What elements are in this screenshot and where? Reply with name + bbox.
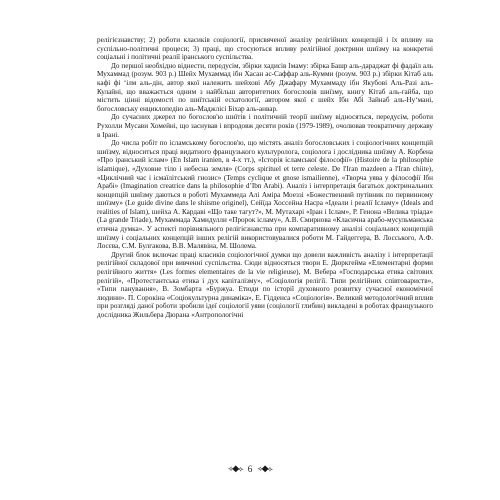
paragraph-2: До першої необхідно віднести, передусім, збірки хадисів Імаму: збірка Башр аль-дараджат фі фадаїл аль Мухаммад (розум. 903 р.) Шейх Мухаммад ібн Хасан ас-Саффар аль-Кумми (розум. 903 р.) збірки Кітаб аль кафі фі ʻілм аль-дін, автор якої належить шейхові Абу Джафару Мухаммаду ібн Якубові Аль-Разі аль-Кулайні, що вважається одним з найбільш авторитетних богословів шиїзму, книгу Кітаб аль-гайба, що містить цінні відомості по шиїтській есхатології, автором якої є шейх Ібн Абі Зайнаб аль-Нуʻмані, богословську енциклопедію аль-Маджлісі Біхар аль-анвар. bbox=[97, 61, 433, 113]
paragraph-5: Другий блок включає праці класиків соціологічної думки що довели важливість аналізу і інтерпретації релігійної складової при вивченні суспільства. Сюди відносяться твори Е. Дюркгейма «Елементарні форми релігійного життя» (Les formes elementaires de la vie religieuse), М. Вебера «Господарська етика світових релігій», «Протестантська етика і дух капіталізму», «Соціологія релігії. Типи релігійних співтовариств», «Типи панування», В. Зомбарта «Буржуа. Етюди по історії духовного розвитку сучасної економічної людини». П. Сорокіна «Соціокультурна динаміка», Е. Гідденса «Соціологія». Великий методологічний вплив при розгляді даної роботи зробили ідеї соціології уяви (соціології глибин) викладені в роботах французького дослідника Жильбера Дюрана «Антропологічні bbox=[97, 250, 433, 319]
page-number: 6 bbox=[247, 464, 253, 474]
paragraph-1: релігієзнавству; 2) роботи класиків соціології, присвяченої аналізу релігійних концепцій і їх впливу на суспільно-політичні процеси; 3) праці, що стосуються впливу релігійної доктрини шиїзму на конкретні соціальні і політичні реалії іранського суспільства. bbox=[97, 36, 433, 62]
footer-ornament-right-icon: ⟢◆⟣ bbox=[257, 465, 272, 473]
paragraph-3: До сучасних джерел по богослов'ю шиїтів і політичній теорії шиїзму відносяться, передусім, роботи Рухолли Мусави Хомейні, що заснував і впродовж десяти років (1979-1989), очолював теократичну державу в Ірані. bbox=[97, 113, 433, 139]
footer-ornament-left-icon: ⟢◆⟣ bbox=[228, 465, 243, 473]
document-body bbox=[97, 36, 433, 320]
paragraph-4: До числа робіт по ісламському богослов'ю, що містять аналіз богословських і соціологічних концепцій шиїзму, відноситься праці видатного французького культуролога, соціолога і дослідника шиїзму А. Корбена «Про іранський іслам» (En Islam iranien, в 4-х тт.), «Історія ісламської філософії» (Histoire de la philosophie islamique), «Духовне тіло і небесна земля» (Corps spirituel et terre celeste. De l'Iran mazdeen a l'Iran chiite), «Циклічний час і ісмаїлітський гнозис» (Temps cyclique et gnose ismailienne), «Творча уява у філософії Ібн Арабі» (Imagination creatrice dans la philosophie dʼIbn Arabi). Аналіз і інтерпретація багатьох доктринальних концепцій шиїзму даються в роботі Мухаммеда Алі Аміра Моеззі «Божественний путівник по первинному шиїзму» (Le guide divine dans le shiisme originel), Сейїда Хоссейна Насра «Ідеали і реалії Ісламу» (Ideals and realities of Islam), шейха А. Кардаві «Що таке тагут?», М. Мутахарі «Іран і Іслам», Р. Генона «Велика тріада» (La grande Triade), Мухаммада Хамидулли «Пророк ісламу», А.В. Смирнова «Класична арабо-мусульманська етична думка». У аспекті порівняльного релігієзнавства при компаративному аналізі соціальних концепцій шиїзму і соціальних концепцій інших релігій використовувалися роботи М. Гайдеггера, В. Лосського, А.Ф. Лосєва, С.М. Булгакова, В.В. Малявіна, М. Шолема. bbox=[97, 139, 433, 251]
page-footer bbox=[0, 464, 500, 474]
